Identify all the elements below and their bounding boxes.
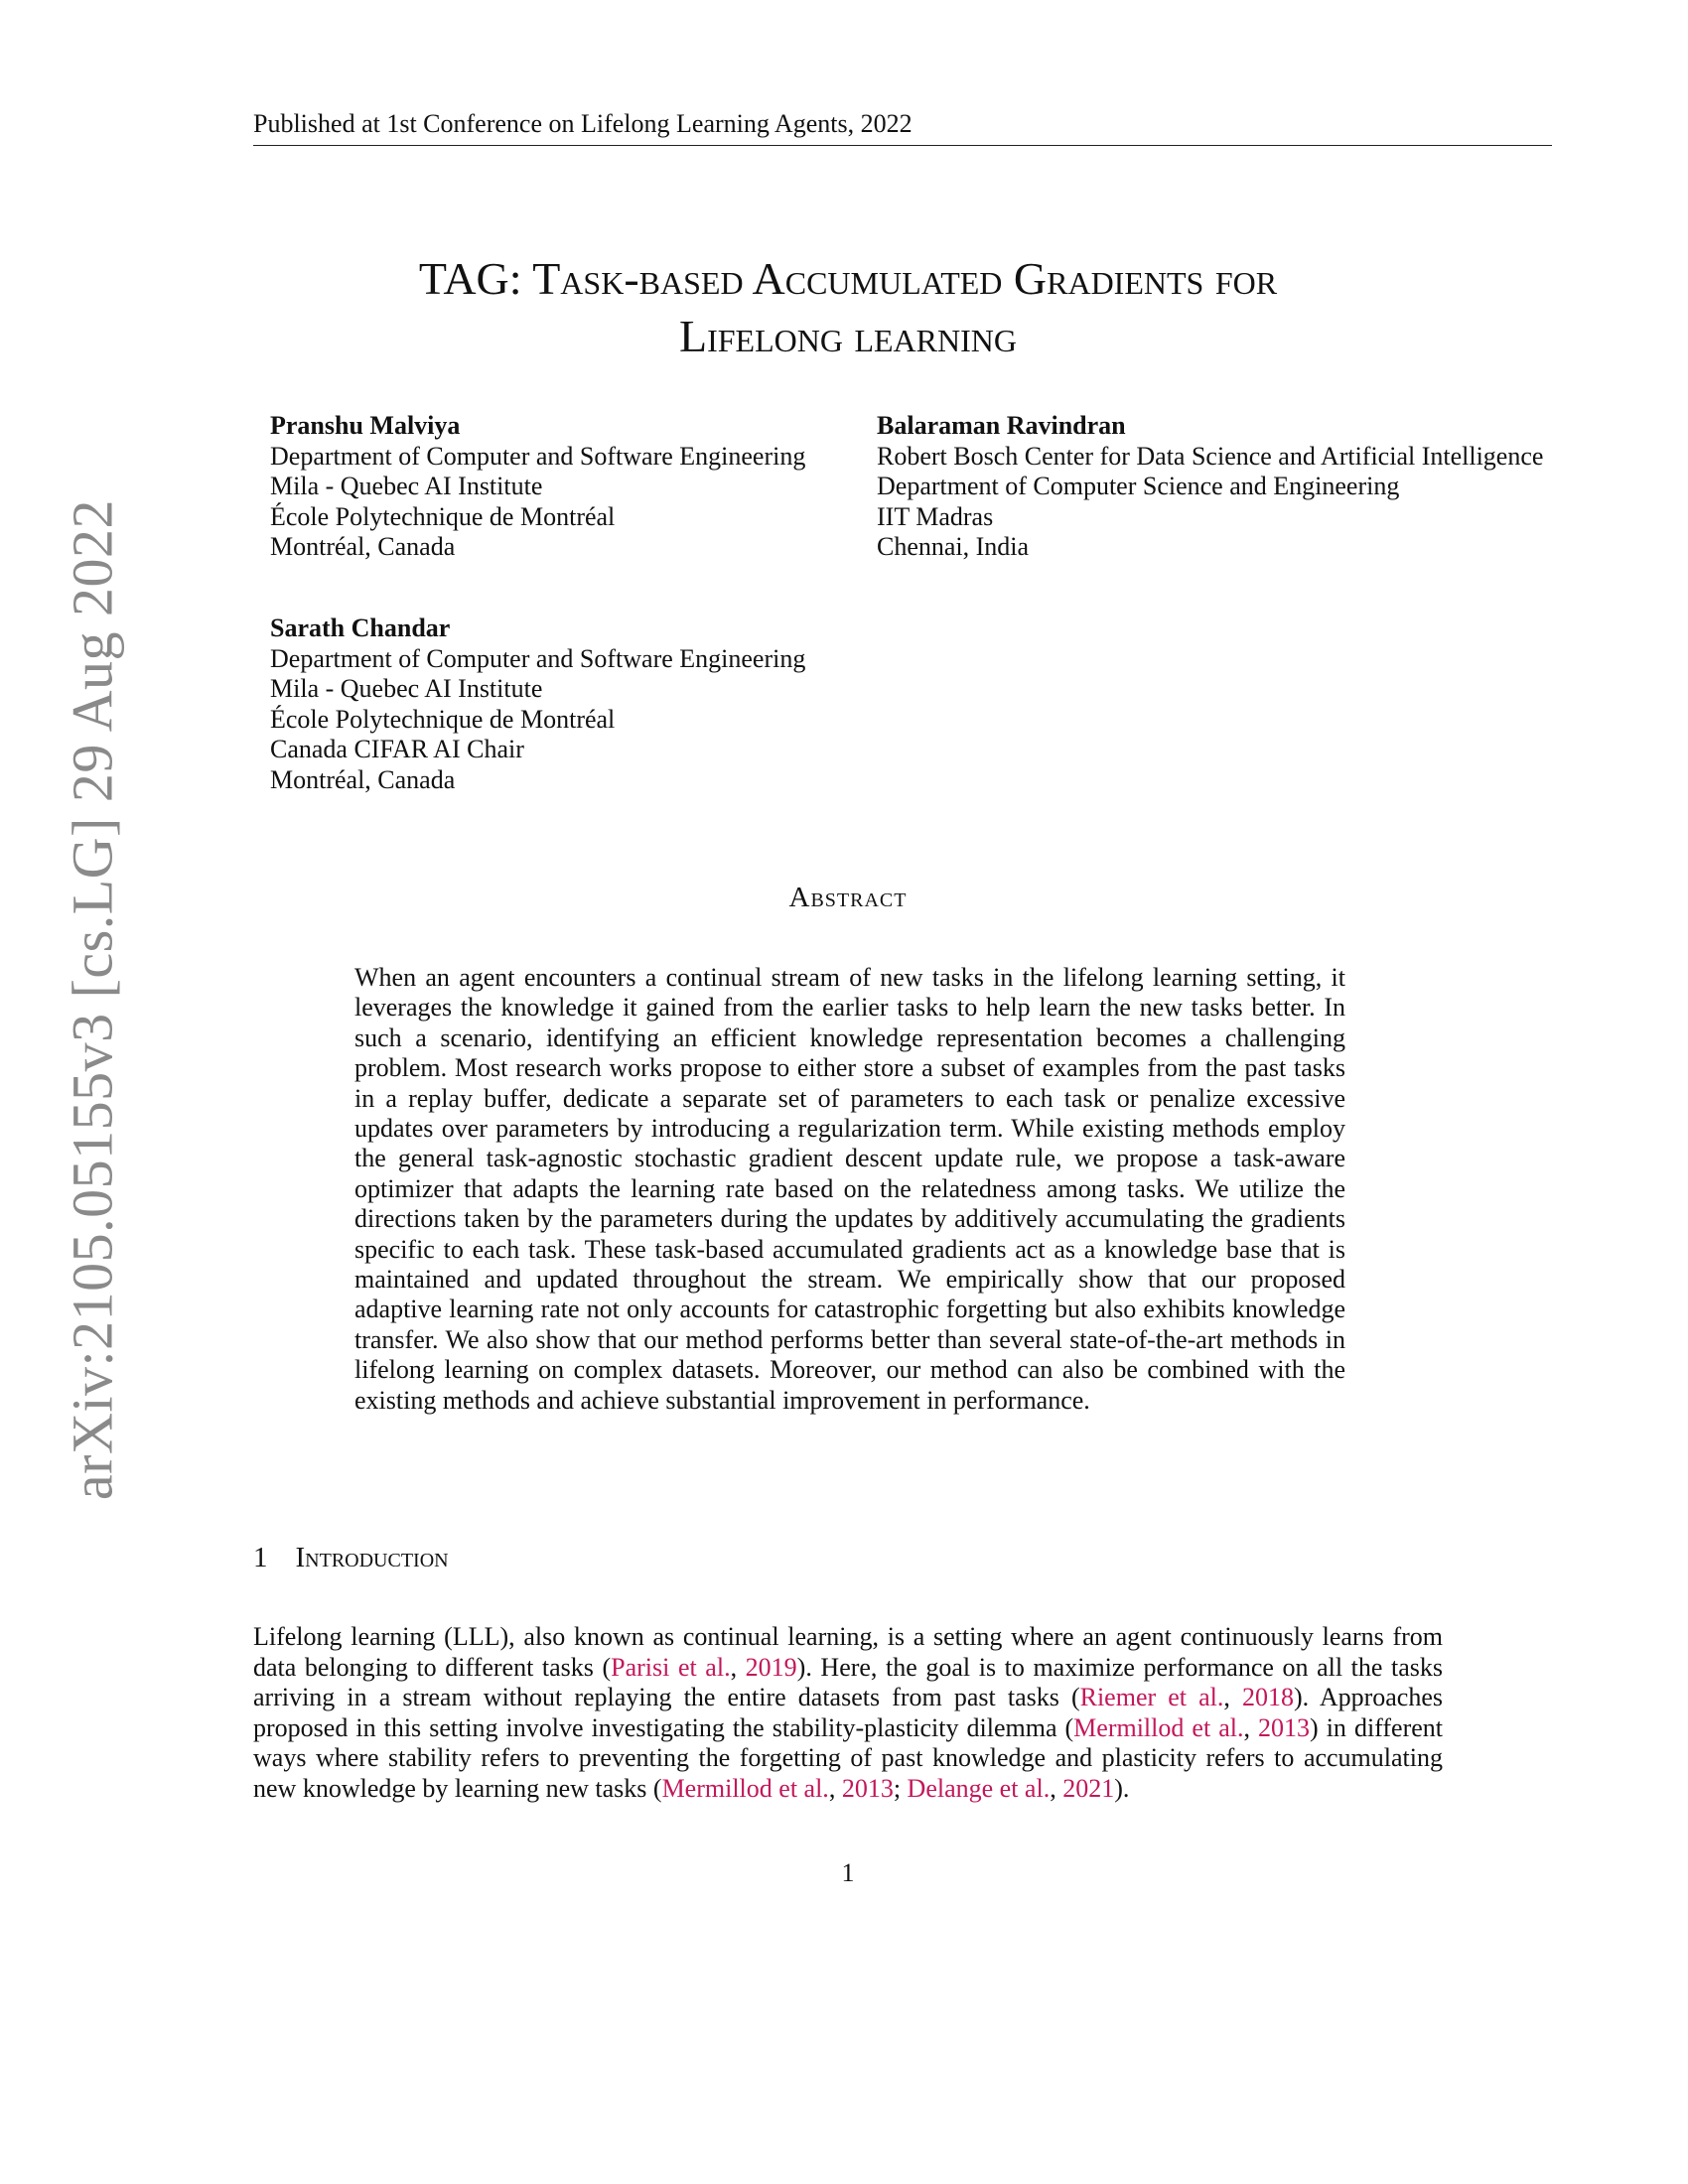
paragraph-text: ). Here, the goal is to maximize performance on all the tasks arriving in a stream without replaying the entire datasets from past tasks ( (253, 1652, 1444, 1712)
section-heading-introduction (253, 1541, 449, 1574)
paragraph-text: , (828, 1773, 842, 1803)
author-name: Sarath Chandar (270, 614, 451, 642)
author-affiliation: Montréal, Canada (270, 532, 456, 561)
paragraph-text: Lifelong learning (LLL), also known as continual learning, is a setting where an agent continuously learns from data belonging to different tasks ( (253, 1622, 1443, 1682)
citation-link[interactable]: Mermillod et al. (661, 1773, 829, 1803)
paragraph-text: , (730, 1652, 746, 1682)
citation-link[interactable]: Mermillod et al. (1073, 1712, 1244, 1742)
running-header: Published at 1st Conference on Lifelong Learning Agents, 2022 (253, 107, 1552, 146)
section-title: Introduction (295, 1542, 449, 1573)
citation-link[interactable]: Delange et al. (907, 1773, 1051, 1803)
citation-link[interactable]: Riemer et al. (1079, 1683, 1224, 1712)
author-name: Pranshu Malviya (270, 411, 461, 440)
section-number: 1 (253, 1542, 268, 1573)
author-affiliation: IIT Madras (877, 501, 994, 531)
citation-link[interactable]: 2019 (745, 1652, 797, 1682)
author-block (877, 411, 1543, 563)
arxiv-identifier-stamp: arXiv:2105.05155v3 [cs.LG] 29 Aug 2022 (60, 498, 125, 1501)
paper-title (253, 250, 1443, 365)
paragraph-text: , (1243, 1712, 1259, 1742)
author-affiliation: Montréal, Canada (270, 764, 456, 794)
author-affiliation: École Polytechnique de Montréal (270, 704, 616, 734)
citation-link[interactable]: 2018 (1241, 1683, 1294, 1712)
abstract-heading: Abstract (788, 882, 908, 913)
abstract-text: When an agent encounters a continual stream of new tasks in the lifelong learning setting, it leverages the knowledge it gained from the earlier tasks to help learn the new tasks better. In such a scenario, identifying an efficient knowledge representation becomes a challenging problem. Most research works propose to either store a subset of examples from the past tasks in a replay buffer, dedicate a separate set of parameters to each task or penalize excessive updates over parameters by introducing a regularization term. While existing methods employ the general task-agnostic stochastic gradient descent update rule, we propose a task-aware optimizer that adapts the learning rate based on the relatedness among tasks. We utilize the directions taken by the parameters during the updates by additively accumulating the gradients specific to each task. These task-based accumulated gradients act as a knowledge base that is maintained and updated throughout the stream. We empirically show that our proposed adaptive learning rate not only accounts for catastrophic forgetting but also exhibits knowledge transfer. We also show that our method performs better than several state-of-the-art methods in lifelong learning on complex datasets. Moreover, our method can also be combined with the existing methods and achieve substantial improvement in performance. (354, 963, 1345, 1415)
author-affiliation: Mila - Quebec AI Institute (270, 472, 543, 500)
author-affiliation: Department of Computer Science and Engineering (877, 472, 1400, 500)
paper-title-line-1: TAG: Task-based Accumulated Gradients for (418, 253, 1278, 304)
author-block (270, 411, 805, 563)
author-affiliation: École Polytechnique de Montréal (270, 501, 616, 531)
paragraph-text: ; (893, 1773, 908, 1803)
author-block (270, 614, 805, 795)
citation-link[interactable]: 2013 (841, 1773, 894, 1803)
author-affiliation: Canada CIFAR AI Chair (270, 735, 524, 763)
page-number: 1 (841, 1858, 855, 1887)
author-affiliation: Mila - Quebec AI Institute (270, 674, 543, 703)
paragraph-text: ). Approaches proposed in this setting involve investigating the stability-plasticity dilemma ( (253, 1683, 1443, 1742)
author-affiliation: Department of Computer and Software Engineering (270, 643, 806, 673)
citation-link[interactable]: Parisi et al. (611, 1652, 731, 1682)
citation-link[interactable]: 2021 (1062, 1773, 1115, 1803)
author-affiliation: Chennai, India (877, 532, 1030, 561)
author-affiliation: Department of Computer and Software Engineering (270, 441, 806, 471)
introduction-paragraph (253, 1622, 1443, 1805)
author-name: Balaraman Ravindran (877, 411, 1126, 440)
paragraph-text: , (1223, 1683, 1242, 1712)
paragraph-text: ). (1114, 1773, 1130, 1803)
paper-title-line-2: Lifelong learning (678, 311, 1017, 361)
author-affiliation: Robert Bosch Center for Data Science and Artificial Intelligence (877, 441, 1544, 471)
citation-link[interactable]: 2013 (1258, 1712, 1311, 1742)
paragraph-text: ) in different ways where stability refers to preventing the forgetting of past knowledge and plasticity refers to accumulating new knowledge by learning new tasks ( (253, 1712, 1443, 1803)
paragraph-text: , (1050, 1773, 1063, 1803)
